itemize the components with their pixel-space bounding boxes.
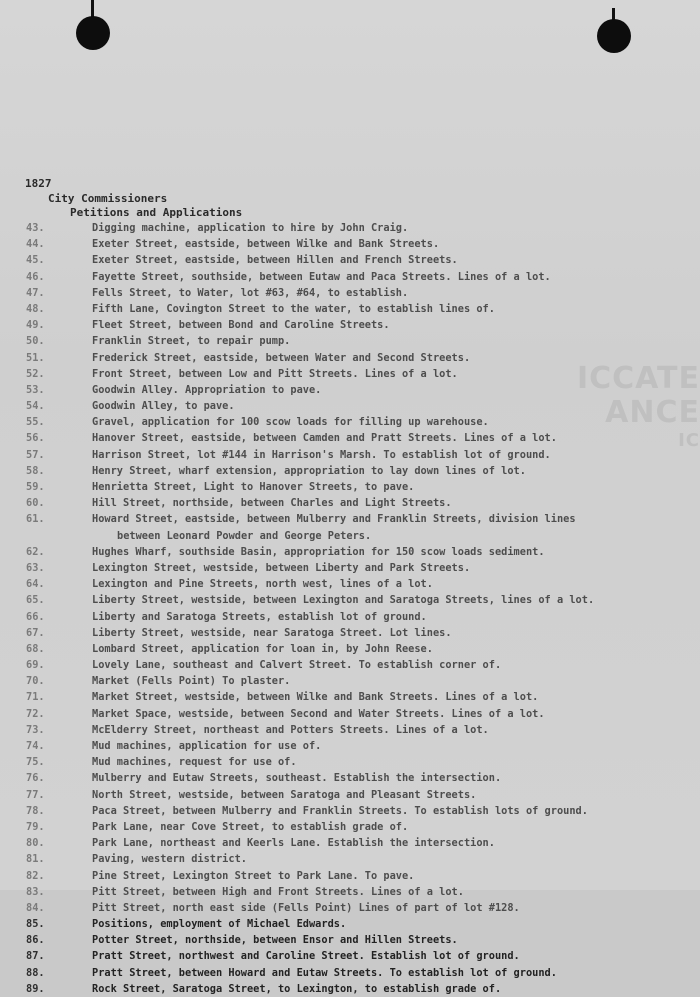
entry-number: 51. (26, 351, 45, 364)
list-item (0, 592, 700, 608)
entry-number: 75. (26, 756, 45, 769)
entry-number: 71. (26, 691, 45, 704)
entry-text: Pratt Street, between Howard and Eutaw Streets. To establish lot of ground. (92, 966, 557, 979)
list-item (0, 673, 700, 689)
entry-text: McElderry Street, northeast and Potters Streets. Lines of a lot. (92, 723, 489, 736)
list-item (0, 981, 700, 997)
list-item (0, 770, 700, 786)
entry-text: Mulberry and Eutaw Streets, southeast. Establish the intersection. (92, 772, 502, 785)
list-item (0, 706, 700, 722)
entry-number: 65. (26, 594, 45, 607)
entry-number: 56. (26, 432, 45, 445)
list-item (0, 641, 700, 657)
entry-number: 79. (26, 820, 45, 833)
entry-number: 63. (26, 561, 45, 574)
entry-text: Frederick Street, eastside, between Water and Second Streets. (92, 351, 471, 364)
list-item (0, 220, 700, 236)
list-item (0, 576, 700, 592)
list-item (0, 754, 700, 770)
entry-number: 55. (26, 416, 45, 429)
list-item (0, 544, 700, 560)
entry-text: Lombard Street, application for loan in, by John Reese. (92, 642, 433, 655)
list-item (0, 285, 700, 301)
entry-text: Front Street, between Low and Pitt Streets. Lines of a lot. (92, 367, 458, 380)
entry-number: 46. (26, 270, 45, 283)
document-heading: City Commissioners (48, 192, 168, 205)
list-item (0, 463, 700, 479)
list-item (0, 625, 700, 641)
list-item (0, 851, 700, 867)
list-item (0, 868, 700, 884)
entry-text: Franklin Street, to repair pump. (92, 335, 291, 348)
entry-text: Henry Street, wharf extension, appropriation to lay down lines of lot. (92, 464, 526, 477)
entry-text: Paca Street, between Mulberry and Franklin Streets. To establish lots of ground. (92, 804, 588, 817)
entry-number: 86. (26, 934, 45, 947)
entry-number: 78. (26, 804, 45, 817)
entry-text: between Leonard Powder and George Peters. (117, 529, 372, 542)
entry-text: Liberty Street, westside, near Saratoga Street. Lot lines. (92, 626, 452, 639)
bleed-through-text: ICCATE ANCE IC (576, 361, 700, 451)
entry-text: Hanover Street, eastside, between Camden and Pratt Streets. Lines of a lot. (92, 432, 557, 445)
list-item (0, 430, 700, 446)
entry-number: 68. (26, 642, 45, 655)
entry-text: Lexington Street, westside, between Liberty and Park Streets. (92, 561, 471, 574)
entry-text: Mud machines, application for use of. (92, 740, 322, 752)
entry-number: 47. (26, 286, 45, 299)
list-item (0, 965, 700, 981)
entry-number: 60. (26, 497, 45, 510)
entry-text: Positions, employment of Michael Edwards. (92, 918, 347, 931)
list-item (0, 301, 700, 317)
list-item (0, 398, 700, 414)
entry-number: 62. (26, 545, 45, 558)
list-item (0, 447, 700, 463)
entry-text: Market Space, westside, between Second and Water Streets. Lines of a lot. (92, 707, 545, 720)
list-item (0, 382, 700, 398)
entry-number: 54. (26, 400, 45, 413)
entry-number: 53. (26, 383, 45, 396)
entry-text: Lovely Lane, southeast and Calvert Street. To establish corner of. (92, 659, 502, 672)
entry-number: 80. (26, 837, 45, 850)
list-item (0, 884, 700, 900)
list-item (0, 528, 700, 544)
list-item (0, 787, 700, 803)
list-item (0, 819, 700, 835)
document-subheading: Petitions and Applications (70, 206, 243, 219)
entry-text: Rock Street, Saratoga Street, to Lexington, to establish grade of. (92, 982, 502, 995)
entry-text: Mud machines, request for use of. (92, 756, 297, 769)
entry-number: 67. (26, 626, 45, 639)
entry-number: 88. (26, 966, 45, 979)
list-item (0, 916, 700, 932)
list-item (0, 835, 700, 851)
list-item (0, 738, 700, 754)
list-item (0, 560, 700, 576)
entry-number: 45. (26, 254, 45, 267)
list-item (0, 495, 700, 511)
document-year: 1827 (25, 177, 52, 190)
list-item (0, 333, 700, 349)
entry-text: Exeter Street, eastside, between Wilke and Bank Streets. (92, 238, 440, 251)
entry-text: Hughes Wharf, southside Basin, appropriation for 150 scow loads sediment. (92, 545, 545, 558)
entry-number: 58. (26, 464, 45, 477)
list-item (0, 317, 700, 333)
entry-text: Fifth Lane, Covington Street to the water, to establish lines of. (92, 302, 495, 315)
list-item (0, 511, 700, 527)
entry-text: North Street, westside, between Saratoga and Pleasant Streets. (92, 788, 477, 801)
list-item (0, 948, 700, 964)
list-item (0, 350, 700, 366)
entry-text: Potter Street, northside, between Ensor and Hillen Streets. (92, 934, 458, 947)
entry-number: 84. (26, 901, 45, 914)
list-item (0, 803, 700, 819)
list-item (0, 932, 700, 948)
list-item (0, 609, 700, 625)
entry-text: Pitt Street, north east side (Fells Point) Lines of part of lot #128. (92, 901, 520, 914)
entry-text: Pitt Street, between High and Front Streets. Lines of a lot. (92, 885, 464, 898)
entry-text: Henrietta Street, Light to Hanover Streets, to pave. (92, 481, 415, 493)
entry-text: Exeter Street, eastside, between Hillen and French Streets. (92, 254, 458, 267)
entry-number: 72. (26, 707, 45, 720)
list-item (0, 479, 700, 495)
entry-number: 82. (26, 869, 45, 882)
list-item (0, 269, 700, 285)
entry-text: Park Lane, near Cove Street, to establish grade of. (92, 820, 409, 833)
entry-number: 69. (26, 659, 45, 672)
entry-number: 89. (26, 982, 45, 995)
entry-text: Pratt Street, northwest and Caroline Street. Establish lot of ground. (92, 950, 520, 963)
entry-text: Lexington and Pine Streets, north west, lines of a lot. (92, 578, 433, 591)
entry-number: 49. (26, 319, 45, 332)
entry-list (0, 220, 700, 997)
entry-text: Gravel, application for 100 scow loads for filling up warehouse. (92, 416, 489, 429)
list-item (0, 657, 700, 673)
entry-number: 44. (26, 238, 45, 251)
entry-number: 83. (26, 885, 45, 898)
entry-number: 61. (26, 513, 45, 526)
entry-text: Fells Street, to Water, lot #63, #64, to establish. (92, 286, 409, 299)
entry-number: 73. (26, 723, 45, 736)
entry-number: 81. (26, 853, 45, 866)
list-item (0, 366, 700, 382)
list-item (0, 689, 700, 705)
entry-number: 76. (26, 772, 45, 785)
entry-text: Pine Street, Lexington Street to Park Lane. To pave. (92, 869, 415, 882)
entry-text: Liberty and Saratoga Streets, establish lot of ground. (92, 610, 427, 623)
entry-text: Liberty Street, westside, between Lexington and Saratoga Streets, lines of a lot. (92, 594, 595, 607)
entry-number: 74. (26, 740, 45, 752)
entry-text: Howard Street, eastside, between Mulberry and Franklin Streets, division lines (92, 513, 576, 526)
entry-text: Market Street, westside, between Wilke and Bank Streets. Lines of a lot. (92, 691, 539, 704)
entry-text: Paving, western district. (92, 853, 247, 866)
entry-number: 64. (26, 578, 45, 591)
list-item (0, 900, 700, 916)
entry-text: Goodwin Alley, to pave. (92, 400, 235, 413)
list-item (0, 252, 700, 268)
entry-text: Market (Fells Point) To plaster. (92, 675, 291, 688)
entry-number: 43. (26, 222, 45, 234)
entry-number: 59. (26, 481, 45, 493)
entry-number: 77. (26, 788, 45, 801)
entry-number: 50. (26, 335, 45, 348)
entry-text: Park Lane, northeast and Keerls Lane. Establish the intersection. (92, 837, 495, 850)
entry-text: Digging machine, application to hire by John Craig. (92, 222, 409, 234)
list-item (0, 236, 700, 252)
entry-text: Harrison Street, lot #144 in Harrison's Marsh. To establish lot of ground. (92, 448, 551, 461)
entry-text: Hill Street, northside, between Charles and Light Streets. (92, 497, 452, 510)
entry-number: 87. (26, 950, 45, 963)
entry-number: 85. (26, 918, 45, 931)
list-item (0, 722, 700, 738)
entry-number: 57. (26, 448, 45, 461)
list-item (0, 414, 700, 430)
entry-text: Fleet Street, between Bond and Caroline Streets. (92, 319, 390, 332)
entry-number: 52. (26, 367, 45, 380)
entry-number: 66. (26, 610, 45, 623)
entry-text: Goodwin Alley. Appropriation to pave. (92, 383, 322, 396)
entry-number: 70. (26, 675, 45, 688)
entry-text: Fayette Street, southside, between Eutaw and Paca Streets. Lines of a lot. (92, 270, 551, 283)
entry-number: 48. (26, 302, 45, 315)
